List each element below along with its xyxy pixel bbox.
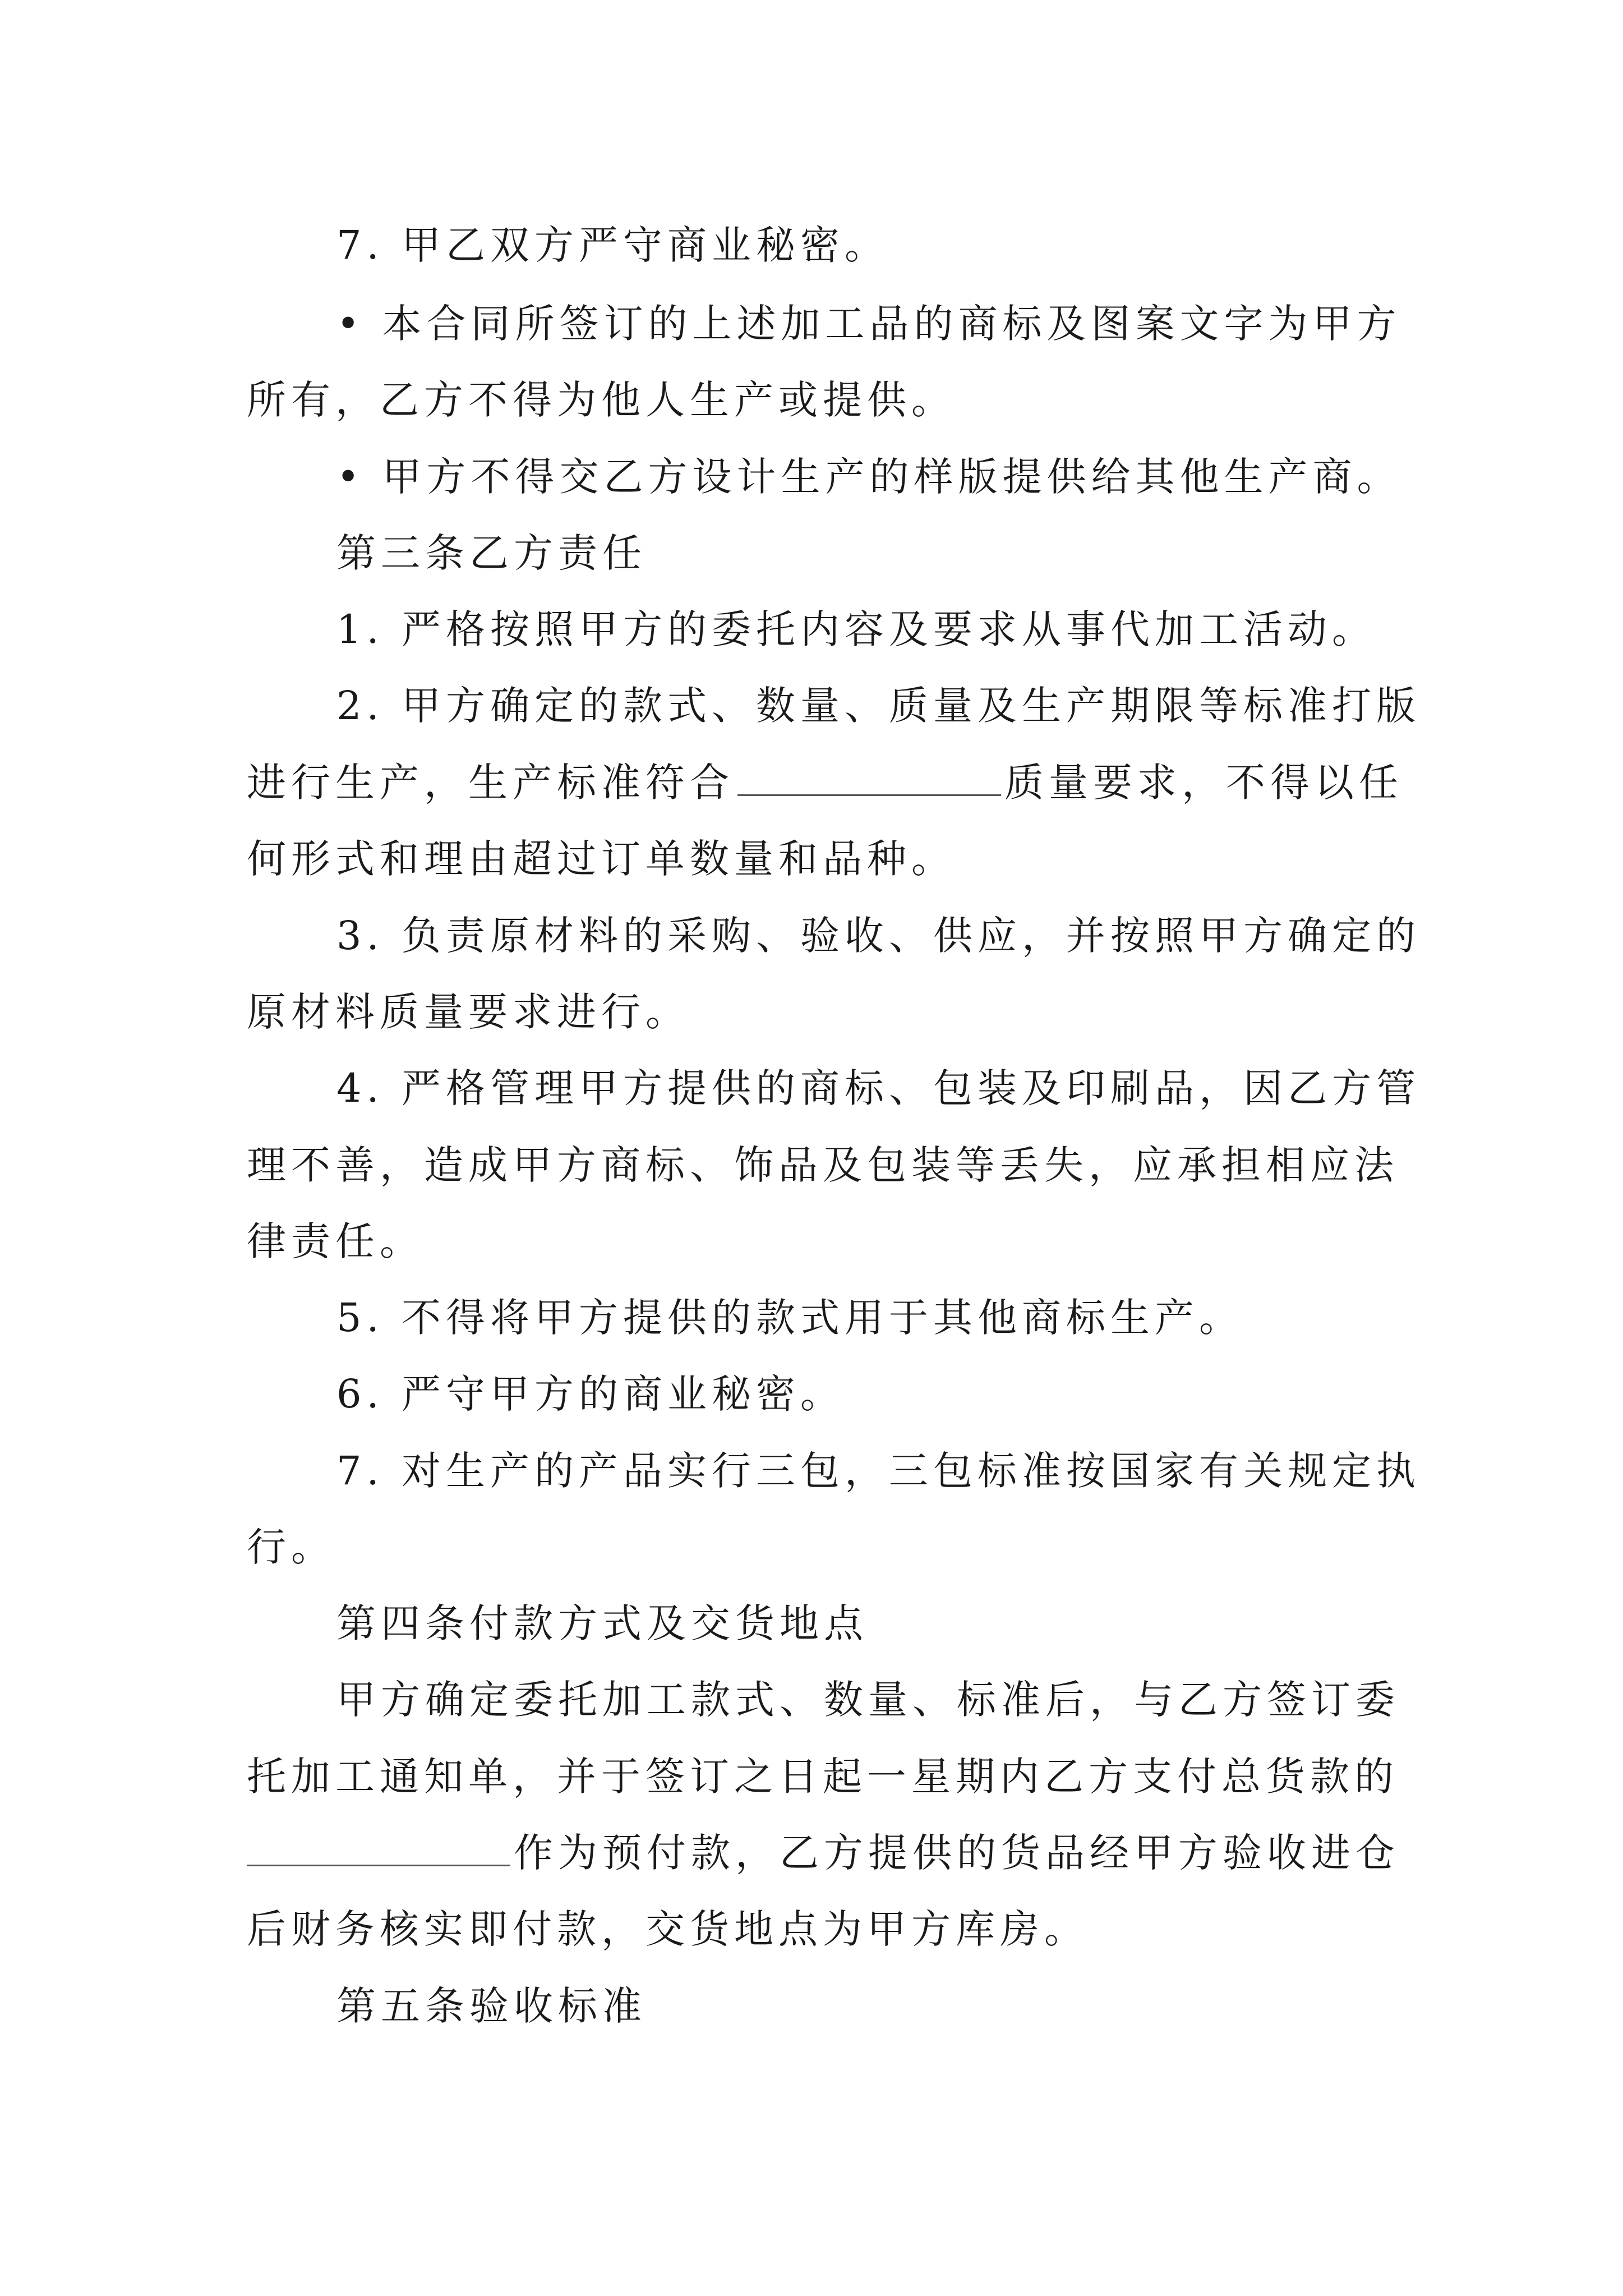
clause-5-heading: 第五条验收标准 xyxy=(336,1983,647,2029)
clause-3-item-2-line-2 xyxy=(247,757,1403,808)
clause-3-item-7-line-1: 7. 对生产的产品实行三包，三包标准按国家有关规定执 xyxy=(336,1448,1421,1494)
clause-4-body-line-2: 托加工通知单，并于签订之日起一星期内乙方支付总货款的 xyxy=(247,1754,1399,1800)
clause-4-body-line-1: 甲方确定委托加工款式、数量、标准后，与乙方签订委 xyxy=(336,1677,1400,1723)
clause-3-item-2-text-a: 进行生产，生产标准符合 xyxy=(247,760,734,806)
clause-3-item-5: 5. 不得将甲方提供的款式用于其他商标生产。 xyxy=(336,1295,1244,1341)
quality-standard-blank[interactable] xyxy=(737,791,1001,796)
clause-2-item-7: 7. 甲乙双方严守商业秘密。 xyxy=(336,222,889,268)
clause-3-item-3-line-1: 3. 负责原材料的采购、验收、供应，并按照甲方确定的 xyxy=(336,913,1421,959)
clause-3-item-2-line-1: 2. 甲方确定的款式、数量、质量及生产期限等标准打版 xyxy=(336,683,1421,729)
prepayment-blank[interactable] xyxy=(247,1861,510,1866)
clause-3-item-4-line-1: 4. 严格管理甲方提供的商标、包装及印刷品，因乙方管 xyxy=(336,1065,1421,1111)
bullet-trademark-line-1: • 本合同所签订的上述加工品的商标及图案文字为甲方 xyxy=(336,301,1401,347)
clause-3-item-6: 6. 严守甲方的商业秘密。 xyxy=(336,1371,845,1417)
clause-4-heading: 第四条付款方式及交货地点 xyxy=(336,1600,868,1646)
clause-4-body-line-4: 后财务核实即付款，交货地点为甲方库房。 xyxy=(247,1906,1089,1952)
clause-4-body-line-3-text: 作为预付款，乙方提供的货品经甲方验收进仓 xyxy=(514,1830,1400,1876)
clause-3-item-2-line-3: 何形式和理由超过订单数量和品种。 xyxy=(247,836,956,882)
clause-3-item-7-line-2: 行。 xyxy=(247,1524,335,1570)
clause-3-item-4-line-3: 律责任。 xyxy=(247,1218,424,1264)
clause-3-item-4-line-2: 理不善，造成甲方商标、饰品及包装等丢失，应承担相应法 xyxy=(247,1142,1399,1188)
bullet-trademark-line-2: 所有，乙方不得为他人生产或提供。 xyxy=(247,377,956,423)
clause-3-heading: 第三条乙方责任 xyxy=(336,530,647,576)
clause-3-item-3-line-2: 原材料质量要求进行。 xyxy=(247,989,690,1035)
clause-3-item-1: 1. 严格按照甲方的委托内容及要求从事代加工活动。 xyxy=(336,606,1377,652)
clause-4-body-line-3 xyxy=(247,1828,1400,1878)
clause-3-item-2-text-b: 质量要求，不得以任 xyxy=(1004,760,1403,806)
bullet-sample-line-1: • 甲方不得交乙方设计生产的样版提供给其他生产商。 xyxy=(336,454,1401,500)
